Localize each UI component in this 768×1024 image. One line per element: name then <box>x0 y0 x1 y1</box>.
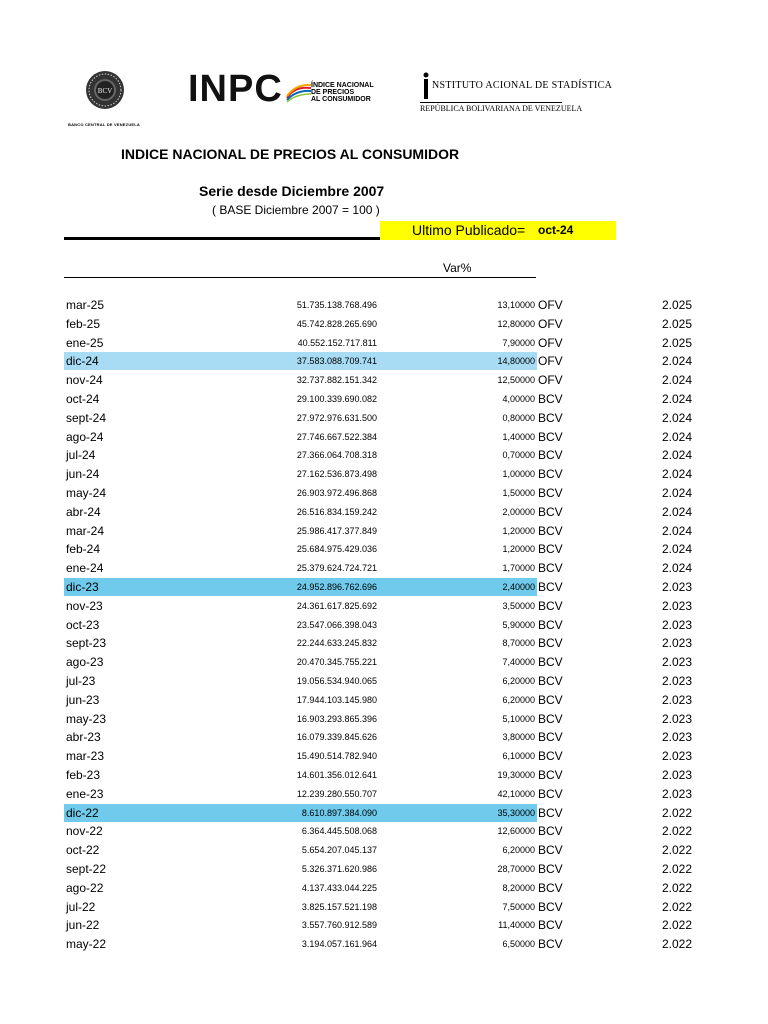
row-index-value: 3.825.157.521.198 <box>301 901 377 912</box>
row-index-value: 27.366.064.708.318 <box>296 450 377 461</box>
row-month: ene-23 <box>66 786 104 801</box>
row-variation: 1,00000 <box>502 469 535 480</box>
row-variation: 0,70000 <box>502 450 535 461</box>
row-source: BCV <box>538 542 563 557</box>
row-month: dic-22 <box>66 805 99 820</box>
row-month: oct-24 <box>66 391 100 406</box>
row-source: BCV <box>538 485 563 500</box>
row-variation: 28,70000 <box>497 863 535 874</box>
row-variation: 12,50000 <box>497 375 535 386</box>
row-month: ago-24 <box>66 429 104 444</box>
row-year: 2.024 <box>661 542 692 557</box>
row-year: 2.023 <box>661 617 692 632</box>
row-year: 2.023 <box>661 655 692 670</box>
row-source: BCV <box>538 636 563 651</box>
row-source: BCV <box>538 692 563 707</box>
row-index-value: 26.903.972.496.868 <box>296 487 377 498</box>
row-index-value: 14.601.356.012.641 <box>296 769 377 780</box>
table-row <box>0 879 768 898</box>
row-source: BCV <box>538 410 563 425</box>
row-source: BCV <box>538 767 563 782</box>
data-table <box>0 296 768 954</box>
row-variation: 19,30000 <box>497 769 535 780</box>
row-year: 2.024 <box>661 391 692 406</box>
table-row <box>0 691 768 710</box>
row-source: BCV <box>538 711 563 726</box>
row-variation: 1,20000 <box>502 525 535 536</box>
bcv-seal-icon <box>85 70 125 110</box>
table-row <box>0 634 768 653</box>
row-index-value: 16.079.339.845.626 <box>296 732 377 743</box>
row-year: 2.024 <box>661 467 692 482</box>
row-variation: 7,90000 <box>502 337 535 348</box>
row-variation: 6,50000 <box>502 939 535 950</box>
ine-subtitle: REPÚBLICA BOLIVARIANA DE VENEZUELA <box>420 104 583 113</box>
row-variation: 1,50000 <box>502 487 535 498</box>
row-source: BCV <box>538 730 563 745</box>
row-month: mar-23 <box>66 749 105 764</box>
row-source: BCV <box>538 561 563 576</box>
inpc-subtitle <box>311 82 374 103</box>
table-row <box>0 503 768 522</box>
row-source: BCV <box>538 937 563 952</box>
row-index-value: 19.056.534.940.065 <box>296 675 377 686</box>
row-year: 2.022 <box>661 899 692 914</box>
row-month: jul-24 <box>66 448 96 463</box>
ine-mark-icon <box>420 72 432 100</box>
table-row <box>0 428 768 447</box>
table-row <box>0 597 768 616</box>
row-month: feb-24 <box>66 542 101 557</box>
row-month: nov-23 <box>66 598 103 613</box>
row-variation: 3,50000 <box>502 600 535 611</box>
header-divider <box>64 237 380 240</box>
ine-divider <box>420 102 562 103</box>
row-month: jun-24 <box>66 467 100 482</box>
row-variation: 6,10000 <box>502 751 535 762</box>
row-index-value: 23.547.066.398.043 <box>296 619 377 630</box>
row-variation: 8,70000 <box>502 638 535 649</box>
row-month: sept-22 <box>66 861 107 876</box>
row-year: 2.023 <box>661 692 692 707</box>
row-source: BCV <box>538 523 563 538</box>
row-source: BCV <box>538 805 563 820</box>
row-source: BCV <box>538 655 563 670</box>
table-row <box>0 898 768 917</box>
row-source: BCV <box>538 429 563 444</box>
series-title: Serie desde Diciembre 2007 <box>199 183 385 199</box>
row-variation: 42,10000 <box>497 788 535 799</box>
row-year: 2.024 <box>661 429 692 444</box>
last-published-box <box>380 221 616 240</box>
ine-title: NSTITUTO ACIONAL DE STADÍSTICA <box>432 80 613 91</box>
row-month: mar-24 <box>66 523 105 538</box>
row-month: nov-22 <box>66 824 103 839</box>
table-row <box>0 296 768 315</box>
table-row <box>0 522 768 541</box>
row-year: 2.023 <box>661 711 692 726</box>
table-row <box>0 935 768 954</box>
row-source: OFV <box>538 354 563 369</box>
row-variation: 8,20000 <box>502 882 535 893</box>
row-year: 2.023 <box>661 673 692 688</box>
row-source: BCV <box>538 579 563 594</box>
row-month: jul-22 <box>66 899 96 914</box>
row-index-value: 5.326.371.620.986 <box>301 863 377 874</box>
table-row <box>0 728 768 747</box>
table-row <box>0 371 768 390</box>
table-row <box>0 578 768 597</box>
inpc-sub-line: DE PRECIOS <box>311 89 355 96</box>
row-source: BCV <box>538 899 563 914</box>
row-index-value: 27.746.667.522.384 <box>296 431 377 442</box>
row-year: 2.023 <box>661 579 692 594</box>
table-row <box>0 315 768 334</box>
row-year: 2.024 <box>661 504 692 519</box>
row-index-value: 25.379.624.724.721 <box>296 563 377 574</box>
row-year: 2.024 <box>661 523 692 538</box>
row-month: feb-25 <box>66 316 101 331</box>
row-variation: 12,80000 <box>497 318 535 329</box>
row-index-value: 24.361.617.825.692 <box>296 600 377 611</box>
row-source: BCV <box>538 504 563 519</box>
row-year: 2.024 <box>661 410 692 425</box>
row-year: 2.022 <box>661 880 692 895</box>
row-index-value: 24.952.896.762.696 <box>296 581 377 592</box>
row-source: BCV <box>538 391 563 406</box>
page-title: INDICE NACIONAL DE PRECIOS AL CONSUMIDOR <box>121 146 460 162</box>
row-month: ago-23 <box>66 655 104 670</box>
row-month: ago-22 <box>66 880 104 895</box>
row-source: BCV <box>538 673 563 688</box>
row-source: BCV <box>538 749 563 764</box>
row-year: 2.025 <box>661 298 692 312</box>
row-index-value: 5.654.207.045.137 <box>301 845 377 856</box>
row-year: 2.023 <box>661 730 692 745</box>
table-row <box>0 822 768 841</box>
row-index-value: 8.610.897.384.090 <box>301 807 377 818</box>
table-row <box>0 446 768 465</box>
table-row <box>0 409 768 428</box>
inpc-logo <box>188 68 378 110</box>
var-column-header: Var% <box>443 261 472 275</box>
row-month: may-23 <box>66 711 107 726</box>
row-month: abr-23 <box>66 730 101 745</box>
table-row <box>0 465 768 484</box>
table-row <box>0 841 768 860</box>
row-year: 2.022 <box>661 861 692 876</box>
row-variation: 7,40000 <box>502 657 535 668</box>
row-index-value: 27.162.536.873.498 <box>296 469 377 480</box>
row-index-value: 25.684.975.429.036 <box>296 544 377 555</box>
row-year: 2.024 <box>661 485 692 500</box>
row-year: 2.023 <box>661 749 692 764</box>
row-year: 2.025 <box>661 335 692 350</box>
row-variation: 6,20000 <box>502 694 535 705</box>
row-variation: 12,60000 <box>497 826 535 837</box>
row-month: oct-22 <box>66 843 100 858</box>
table-row <box>0 559 768 578</box>
row-source: BCV <box>538 598 563 613</box>
row-variation: 14,80000 <box>497 356 535 367</box>
row-variation: 4,00000 <box>502 393 535 404</box>
row-month: oct-23 <box>66 617 100 632</box>
row-index-value: 22.244.633.245.832 <box>296 638 377 649</box>
row-highlight <box>64 804 537 822</box>
row-variation: 6,20000 <box>502 675 535 686</box>
table-row <box>0 766 768 785</box>
row-index-value: 40.552.152.717.811 <box>297 337 377 348</box>
row-index-value: 4.137.433.044.225 <box>301 882 377 893</box>
row-variation: 1,20000 <box>502 544 535 555</box>
row-variation: 5,90000 <box>502 619 535 630</box>
row-variation: 1,70000 <box>502 563 535 574</box>
row-year: 2.024 <box>661 354 692 369</box>
row-source: OFV <box>538 298 563 312</box>
row-month: may-24 <box>66 485 107 500</box>
inpc-sub-line: ÍNDICE NACIONAL <box>311 82 374 89</box>
row-year: 2.024 <box>661 373 692 388</box>
row-index-value: 51.735.138.768.496 <box>296 300 377 310</box>
row-index-value: 12.239.280.550.707 <box>296 788 377 799</box>
row-source: OFV <box>538 335 563 350</box>
table-row <box>0 616 768 635</box>
row-year: 2.023 <box>661 598 692 613</box>
row-index-value: 32.737.882.151.342 <box>296 375 377 386</box>
row-source: BCV <box>538 617 563 632</box>
row-variation: 11,40000 <box>498 920 535 931</box>
table-row <box>0 804 768 823</box>
row-year: 2.022 <box>661 918 692 933</box>
inpc-swirl-icon <box>284 76 314 106</box>
row-index-value: 6.364.445.508.068 <box>301 826 377 837</box>
row-month: ene-25 <box>66 335 104 350</box>
row-month: abr-24 <box>66 504 101 519</box>
row-month: mar-25 <box>66 298 105 312</box>
table-row <box>0 916 768 935</box>
row-source: BCV <box>538 861 563 876</box>
svg-text:BCV: BCV <box>97 87 113 95</box>
table-row <box>0 334 768 353</box>
row-index-value: 15.490.514.782.940 <box>296 751 377 762</box>
row-source: OFV <box>538 373 563 388</box>
bcv-caption: BANCO CENTRAL DE VENEZUELA <box>67 122 141 127</box>
row-month: sept-24 <box>66 410 107 425</box>
row-source: BCV <box>538 467 563 482</box>
row-year: 2.022 <box>661 805 692 820</box>
row-variation: 2,00000 <box>502 506 535 517</box>
table-row <box>0 747 768 766</box>
row-index-value: 29.100.339.690.082 <box>296 393 377 404</box>
row-index-value: 3.557.760.912.589 <box>301 920 377 931</box>
row-index-value: 45.742.828.265.690 <box>296 318 377 329</box>
row-month: dic-23 <box>66 579 99 594</box>
table-row <box>0 484 768 503</box>
row-year: 2.024 <box>661 561 692 576</box>
table-row <box>0 653 768 672</box>
row-index-value: 27.972.976.631.500 <box>296 412 377 423</box>
row-variation: 5,10000 <box>502 713 535 724</box>
row-source: BCV <box>538 824 563 839</box>
inpc-wordmark: INPC <box>188 68 283 110</box>
row-index-value: 26.516.834.159.242 <box>296 506 377 517</box>
table-row <box>0 352 768 371</box>
row-variation: 13,10000 <box>497 300 535 310</box>
row-year: 2.025 <box>661 316 692 331</box>
row-month: nov-24 <box>66 373 103 388</box>
table-row <box>0 860 768 879</box>
row-month: jul-23 <box>66 673 96 688</box>
table-header-divider <box>64 277 536 278</box>
row-month: may-22 <box>66 937 107 952</box>
row-index-value: 16.903.293.865.396 <box>296 713 377 724</box>
row-source: BCV <box>538 880 563 895</box>
row-variation: 6,20000 <box>502 845 535 856</box>
table-row <box>0 710 768 729</box>
row-year: 2.023 <box>661 767 692 782</box>
row-month: dic-24 <box>66 354 99 369</box>
row-source: BCV <box>538 918 563 933</box>
row-index-value: 25.986.417.377.849 <box>296 525 377 536</box>
table-row <box>0 785 768 804</box>
row-variation: 35,30000 <box>497 807 535 818</box>
table-row <box>0 390 768 409</box>
row-month: jun-22 <box>66 918 100 933</box>
row-variation: 7,50000 <box>502 901 535 912</box>
bcv-logo <box>63 70 145 132</box>
row-variation: 2,40000 <box>502 581 535 592</box>
row-month: feb-23 <box>66 767 101 782</box>
table-row <box>0 672 768 691</box>
row-source: OFV <box>538 316 563 331</box>
row-source: BCV <box>538 448 563 463</box>
row-index-value: 3.194.057.161.964 <box>301 939 377 950</box>
row-year: 2.022 <box>661 937 692 952</box>
base-note: ( BASE Diciembre 2007 = 100 ) <box>212 203 380 217</box>
last-published-label: Ultimo Publicado= <box>412 222 526 238</box>
row-index-value: 20.470.345.755.221 <box>296 657 377 668</box>
row-variation: 0,80000 <box>502 412 535 423</box>
row-variation: 3,80000 <box>502 732 535 743</box>
row-year: 2.022 <box>661 824 692 839</box>
row-source: BCV <box>538 843 563 858</box>
row-year: 2.023 <box>661 786 692 801</box>
row-year: 2.024 <box>661 448 692 463</box>
row-variation: 1,40000 <box>502 431 535 442</box>
last-published-value: oct-24 <box>538 223 574 237</box>
row-month: ene-24 <box>66 561 104 576</box>
table-row <box>0 540 768 559</box>
row-index-value: 37.583.088.709.741 <box>296 356 377 367</box>
row-month: jun-23 <box>66 692 100 707</box>
row-index-value: 17.944.103.145.980 <box>296 694 377 705</box>
row-month: sept-23 <box>66 636 107 651</box>
row-source: BCV <box>538 786 563 801</box>
inpc-sub-line: AL CONSUMIDOR <box>311 96 371 103</box>
row-year: 2.022 <box>661 843 692 858</box>
ine-logo <box>420 70 613 116</box>
row-year: 2.023 <box>661 636 692 651</box>
